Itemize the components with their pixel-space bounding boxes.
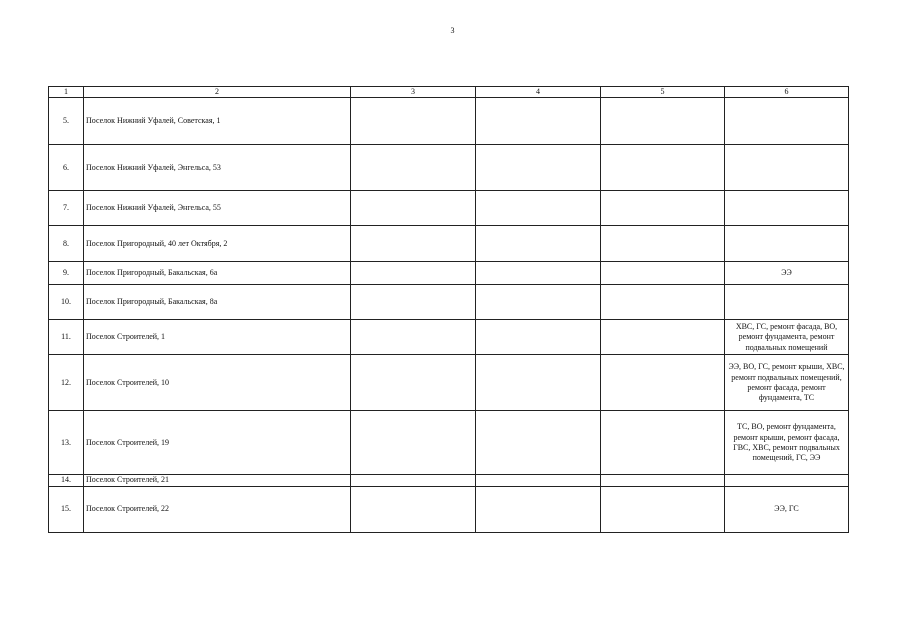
works-cell — [725, 475, 849, 486]
works-cell — [725, 145, 849, 191]
table-row — [49, 411, 849, 475]
works-cell — [725, 285, 849, 320]
cell-col3 — [351, 355, 476, 411]
table-row — [49, 355, 849, 411]
table-row — [49, 285, 849, 320]
cell-col5 — [601, 285, 725, 320]
column-header: 5 — [601, 87, 725, 98]
cell-col4 — [476, 226, 601, 262]
address-cell: Поселок Нижний Уфалей, Энгельса, 55 — [84, 191, 351, 226]
row-number: 8. — [49, 226, 84, 262]
cell-col4 — [476, 475, 601, 486]
cell-col5 — [601, 411, 725, 475]
cell-col5 — [601, 145, 725, 191]
works-cell: ХВС, ГС, ремонт фасада, ВО, ремонт фундамента, ремонт подвальных помещений — [725, 320, 849, 355]
works-cell: ЭЭ, ВО, ГС, ремонт крыши, ХВС, ремонт подвальных помещений, ремонт фасада, ремонт фундамента, ТС — [725, 355, 849, 411]
row-number: 5. — [49, 98, 84, 145]
row-number: 9. — [49, 262, 84, 285]
works-cell — [725, 191, 849, 226]
cell-col3 — [351, 262, 476, 285]
works-cell — [725, 98, 849, 145]
address-cell: Поселок Нижний Уфалей, Советская, 1 — [84, 98, 351, 145]
cell-col4 — [476, 145, 601, 191]
cell-col3 — [351, 486, 476, 532]
address-cell: Поселок Пригородный, 40 лет Октября, 2 — [84, 226, 351, 262]
cell-col5 — [601, 226, 725, 262]
cell-col4 — [476, 191, 601, 226]
cell-col4 — [476, 486, 601, 532]
column-header: 4 — [476, 87, 601, 98]
row-number: 10. — [49, 285, 84, 320]
row-number: 7. — [49, 191, 84, 226]
cell-col3 — [351, 285, 476, 320]
works-cell — [725, 226, 849, 262]
cell-col5 — [601, 486, 725, 532]
address-cell: Поселок Строителей, 10 — [84, 355, 351, 411]
cell-col4 — [476, 98, 601, 145]
works-cell: ЭЭ — [725, 262, 849, 285]
address-cell: Поселок Строителей, 19 — [84, 411, 351, 475]
cell-col3 — [351, 226, 476, 262]
column-header: 1 — [49, 87, 84, 98]
cell-col5 — [601, 475, 725, 486]
cell-col3 — [351, 475, 476, 486]
table-header-row — [49, 87, 849, 98]
column-header: 6 — [725, 87, 849, 98]
row-number: 12. — [49, 355, 84, 411]
works-cell: ТС, ВО, ремонт фундамента, ремонт крыши, ремонт фасада, ГВС, ХВС, ремонт подвальных помещений, ГС, ЭЭ — [725, 411, 849, 475]
cell-col3 — [351, 411, 476, 475]
repair-table — [48, 86, 849, 533]
row-number: 6. — [49, 145, 84, 191]
cell-col4 — [476, 285, 601, 320]
page-number: 3 — [450, 26, 455, 35]
address-cell: Поселок Пригородный, Бакальская, 8а — [84, 285, 351, 320]
cell-col3 — [351, 145, 476, 191]
row-number: 15. — [49, 486, 84, 532]
column-header: 2 — [84, 87, 351, 98]
cell-col5 — [601, 320, 725, 355]
cell-col3 — [351, 98, 476, 145]
table-row — [49, 475, 849, 486]
address-cell: Поселок Нижний Уфалей, Энгельса, 53 — [84, 145, 351, 191]
cell-col4 — [476, 355, 601, 411]
address-cell: Поселок Строителей, 21 — [84, 475, 351, 486]
table-row — [49, 320, 849, 355]
table-row — [49, 262, 849, 285]
row-number: 14. — [49, 475, 84, 486]
works-cell: ЭЭ, ГС — [725, 486, 849, 532]
table-row — [49, 98, 849, 145]
cell-col3 — [351, 320, 476, 355]
address-cell: Поселок Строителей, 1 — [84, 320, 351, 355]
row-number: 11. — [49, 320, 84, 355]
cell-col3 — [351, 191, 476, 226]
cell-col5 — [601, 262, 725, 285]
cell-col4 — [476, 411, 601, 475]
table-row — [49, 145, 849, 191]
table-row — [49, 226, 849, 262]
cell-col5 — [601, 191, 725, 226]
table-row — [49, 486, 849, 532]
address-cell: Поселок Пригородный, Бакальская, 6а — [84, 262, 351, 285]
cell-col4 — [476, 262, 601, 285]
column-header: 3 — [351, 87, 476, 98]
table-row — [49, 191, 849, 226]
cell-col4 — [476, 320, 601, 355]
address-cell: Поселок Строителей, 22 — [84, 486, 351, 532]
row-number: 13. — [49, 411, 84, 475]
cell-col5 — [601, 355, 725, 411]
cell-col5 — [601, 98, 725, 145]
